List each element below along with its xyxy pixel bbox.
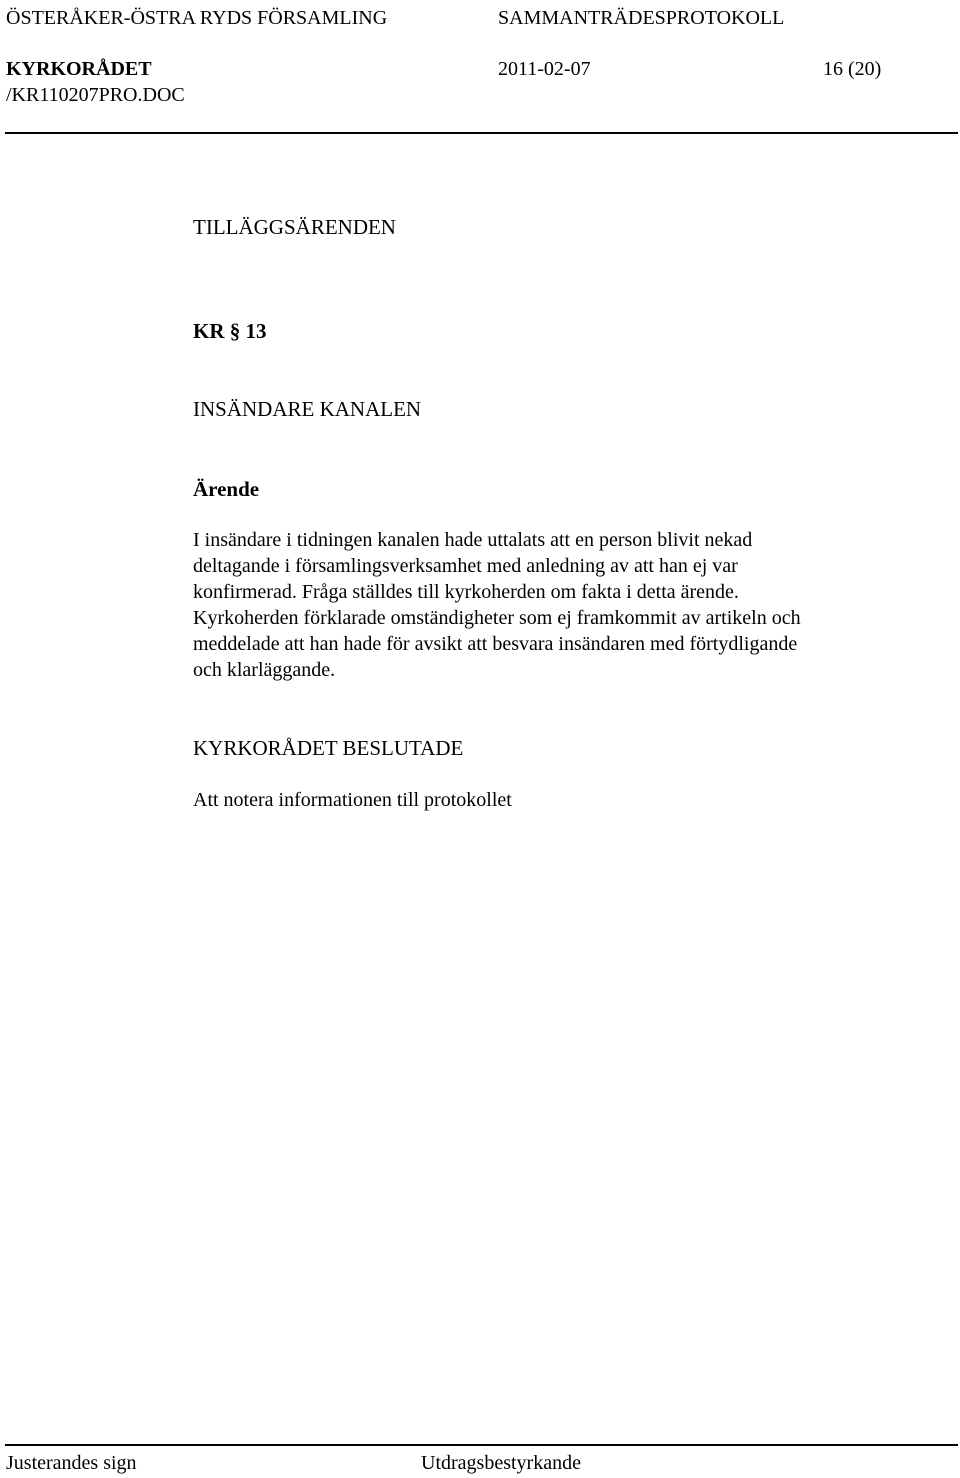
case-line: deltagande i församlingsverksamhet med anledning av att han ej var [193,555,738,577]
item-title: INSÄNDARE KANALEN [193,397,422,421]
case-heading: Ärende [193,477,260,501]
case-line: och klarläggande. [193,659,336,681]
decision-heading: KYRKORÅDET BESLUTADE [193,736,464,760]
organization-name: ÖSTERÅKER-ÖSTRA RYDS FÖRSAMLING [6,7,388,29]
case-line: meddelade att han hade för avsikt att besvara insändaren med förtydligande [193,633,798,655]
file-reference: /KR110207PRO.DOC [6,84,185,106]
case-line: konfirmerad. Fråga ställdes till kyrkoherden om fakta i detta ärende. [193,581,739,603]
case-line: I insändare i tidningen kanalen hade uttalats att en person blivit nekad [193,529,753,551]
footer-justerandes-sign: Justerandes sign [6,1452,137,1474]
case-paragraph [193,527,933,683]
case-line: Kyrkoherden förklarade omständigheter som ej framkommit av artikeln och [193,607,801,629]
item-number: KR § 13 [193,319,267,343]
header-rule [5,132,958,134]
body-name: KYRKORÅDET [6,58,152,80]
footer-rule [5,1444,958,1446]
meeting-date: 2011-02-07 [498,58,591,80]
document-type: SAMMANTRÄDESPROTOKOLL [498,7,785,29]
page-number: 16 (20) [823,58,882,80]
decision-text: Att notera informationen till protokollet [193,789,512,811]
section-title: TILLÄGGSÄRENDEN [193,215,396,239]
footer-utdragsbestyrkande: Utdragsbestyrkande [421,1452,581,1474]
